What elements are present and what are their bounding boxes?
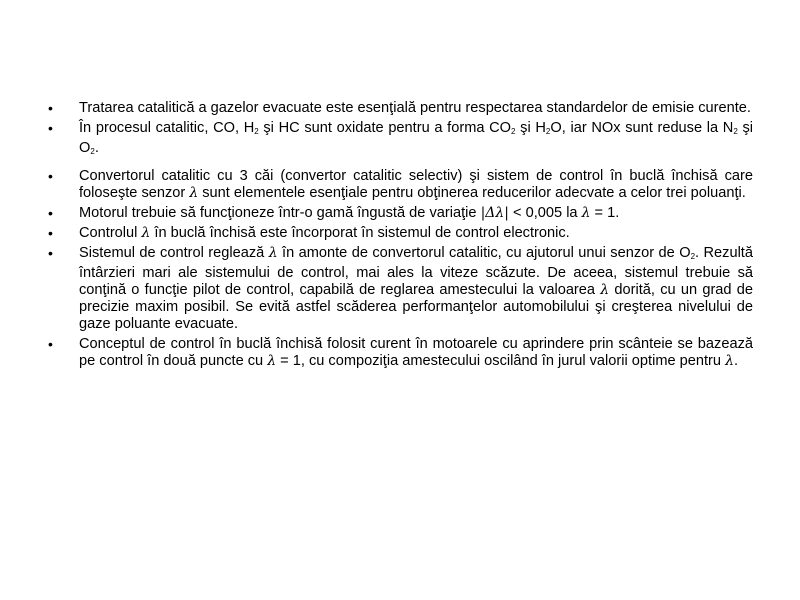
- bullet-text: . Rezultă întârzieri mari ale sistemului de control, mai ales la viteze scăzute. De aceea, sistemul trebuie să conţină o funcţie pilot de control, capabilă de reglarea amestecului la valoarea: [79, 245, 753, 298]
- subscript: 2: [254, 127, 259, 136]
- lambda-symbol: λ: [725, 353, 734, 369]
- bullet-text: Conceptul de control în buclă închisă folosit curent în motoarele cu aprindere prin scânteie se bazează pe control în două puncte cu: [79, 336, 753, 369]
- subscript: 2: [545, 127, 551, 136]
- bullet-icon: •: [48, 205, 53, 221]
- bullet-text: Tratarea catalitică a gazelor evacuate este esenţială pentru respectarea standardelor de emisie curente.: [79, 100, 751, 116]
- bullet-text: .: [94, 140, 99, 156]
- lambda-symbol: λ: [189, 185, 199, 201]
- bullet-text: în buclă închisă este încorporat în sistemul de control electronic.: [150, 225, 570, 241]
- bullet-text: dorită, cu un grad de precizie maxim posibil. Se evită astfel scăderea performanţelor automobilului şi creşterea nivelului de gaze poluante evacuate.: [79, 282, 754, 332]
- lambda-symbol: λ: [141, 225, 151, 241]
- bullet-icon: •: [48, 100, 53, 116]
- abs-open-symbol: |Δ: [480, 205, 496, 221]
- bullet-text: = 1, cu compoziţia amestecului oscilând în jurul valorii optime pentru: [276, 353, 726, 369]
- bullet-text: În procesul catalitic, CO, H: [79, 120, 255, 136]
- bullet-text: şi H: [515, 120, 546, 136]
- abs-close-symbol: |: [504, 205, 509, 221]
- bullet-icon: •: [48, 225, 53, 241]
- subscript: 2: [511, 127, 516, 136]
- bullet-icon: •: [48, 168, 53, 184]
- list-item: [48, 205, 753, 222]
- bullet-text: = 1.: [590, 205, 620, 221]
- lambda-symbol: λ: [268, 245, 278, 261]
- list-item: [48, 100, 753, 117]
- lambda-symbol: λ: [581, 205, 591, 221]
- lambda-symbol: λ: [600, 282, 610, 298]
- list-item: [48, 120, 753, 160]
- bullet-icon: •: [48, 120, 53, 136]
- list-item: [48, 336, 753, 370]
- bullet-text: .: [733, 353, 739, 369]
- bullet-text: O, iar NOx sunt reduse la N: [550, 120, 734, 136]
- list-item: [48, 245, 753, 333]
- subscript: 2: [90, 147, 95, 156]
- bullet-text: Controlul: [79, 225, 142, 241]
- bullet-text: < 0,005 la: [508, 205, 582, 221]
- list-item: [48, 225, 753, 242]
- bullet-text: în amonte de convertorul catalitic, cu ajutorul unui senzor de O: [277, 245, 691, 261]
- bullet-text: Sistemul de control reglează: [79, 245, 269, 261]
- lambda-symbol: λ: [267, 353, 277, 369]
- lambda-symbol: λ: [495, 205, 505, 221]
- list-item: [48, 168, 753, 202]
- bullet-icon: •: [48, 245, 53, 261]
- subscript: 2: [733, 127, 738, 136]
- bullet-text: şi O: [79, 120, 754, 156]
- bullet-text: sunt elementele esenţiale pentru obţinerea reducerilor adecvate a celor trei poluanţi.: [198, 185, 746, 201]
- bullet-text: şi HC sunt oxidate pentru a forma CO: [258, 120, 512, 136]
- bullet-list: [48, 100, 753, 373]
- subscript: 2: [690, 252, 696, 261]
- bullet-text: Convertorul catalitic cu 3 căi (convertor catalitic selectiv) şi sistem de control în buclă închisă care foloseşte senzor: [79, 168, 753, 201]
- bullet-text: Motorul trebuie să funcţioneze într-o gamă îngustă de variaţie: [79, 205, 481, 221]
- bullet-icon: •: [48, 336, 53, 352]
